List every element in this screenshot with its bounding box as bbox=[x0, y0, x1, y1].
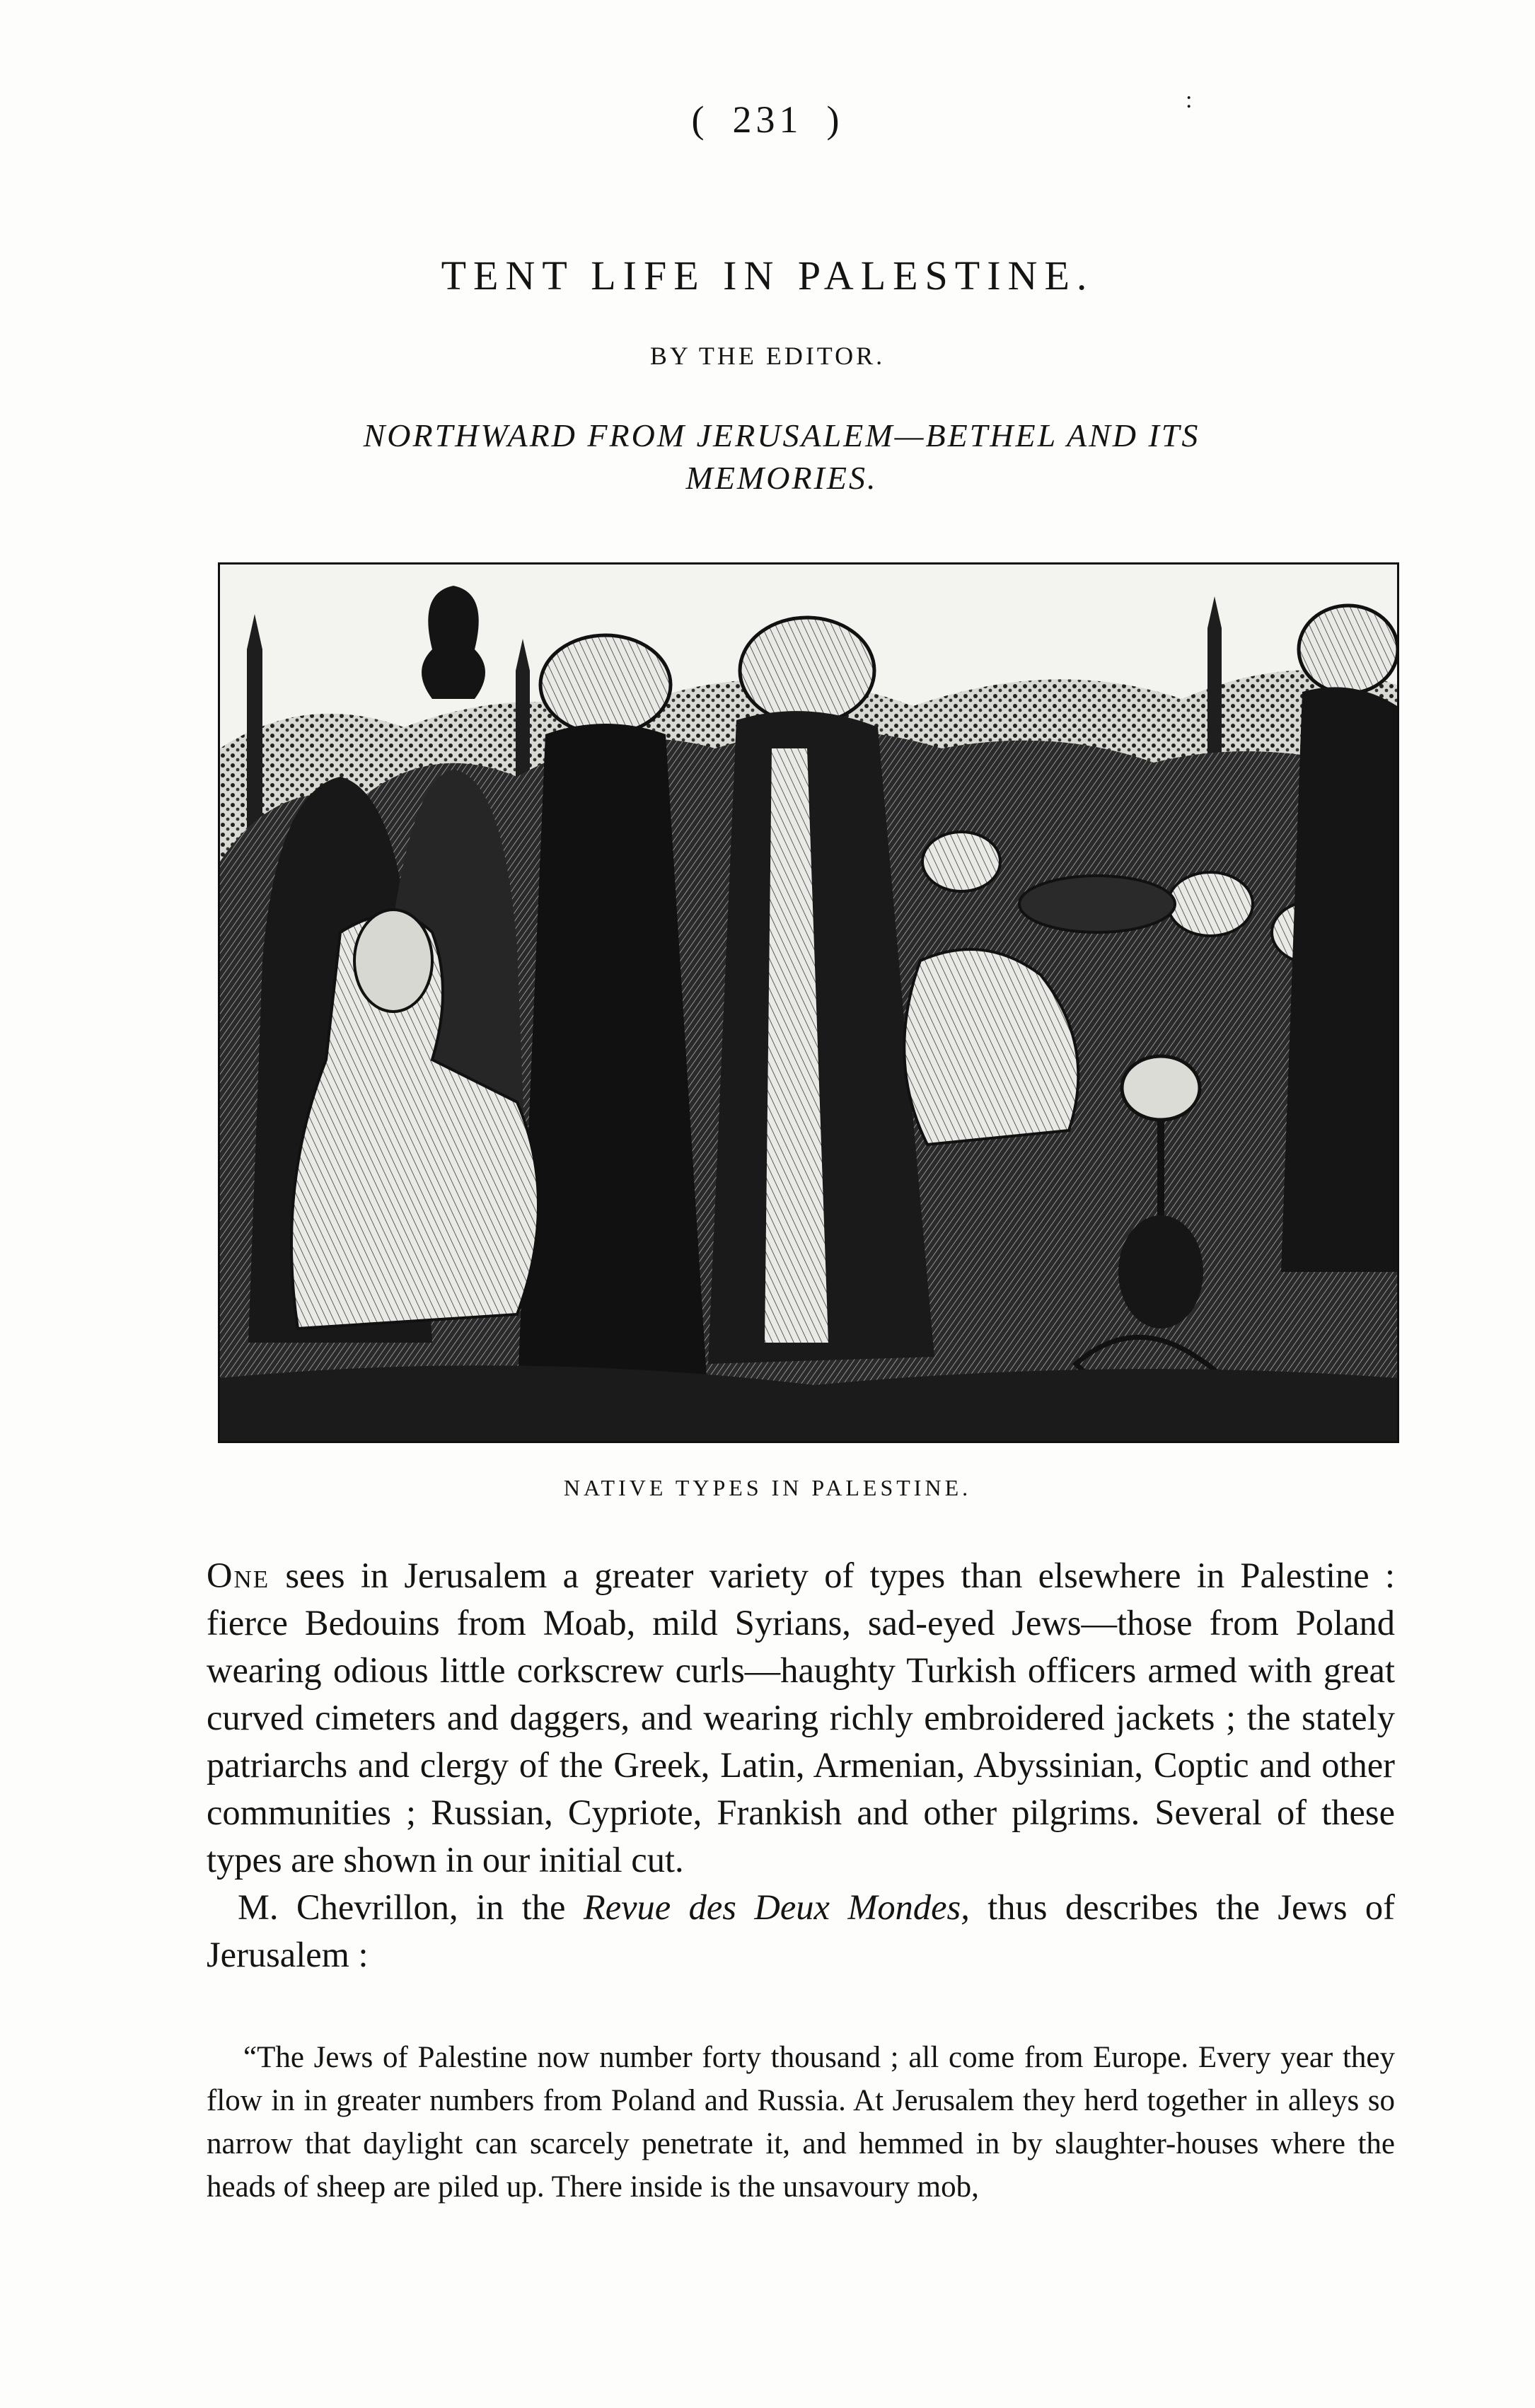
body-paragraph bbox=[207, 1552, 1395, 1884]
article-subtitle: NORTHWARD FROM JERUSALEM—BETHEL AND ITS MEMORIES. bbox=[363, 417, 1200, 496]
page-number-open-paren: ( bbox=[691, 98, 709, 141]
block-quote bbox=[207, 2036, 1395, 2209]
engraving-drawing bbox=[220, 565, 1397, 1441]
illustration-caption: NATIVE TYPES IN PALESTINE. bbox=[563, 1475, 972, 1500]
page-number-value: 231 bbox=[732, 98, 803, 141]
page-number bbox=[0, 98, 1535, 141]
paragraph-1-text: sees in Jerusalem a greater variety of types than elsewhere in Palestine : fierce Bedouins from Moab, mild Syrians, sad-eyed Jews—those from Poland wearing odious little corkscrew curls—haughty Turkish officers armed with great curved cimeters and daggers, and wearing richly embroidered jackets ; the stately patriarchs and clergy of the Greek, Latin, Armenian, Abyssinian, Coptic and other communities ; Russian, Cypriote, Frankish and other pilgrims. Several of these types are shown in our initial cut. bbox=[207, 1556, 1395, 1880]
lead-word: One bbox=[207, 1556, 270, 1595]
paragraph-2-end: thus describes the Jews of Jerusalem : bbox=[207, 1887, 1396, 1974]
journal-title: Revue des Deux Mondes, bbox=[583, 1887, 970, 1927]
article-title: TENT LIFE IN PALESTINE. bbox=[441, 253, 1094, 299]
body-paragraph bbox=[207, 1884, 1395, 1979]
margin-mark: : bbox=[1186, 87, 1193, 113]
paragraph-2-start: M. Chevrillon, in the bbox=[238, 1887, 584, 1927]
quote-text: “The Jews of Palestine now number forty thousand ; all come from Europe. Every year they flow in in greater numbers from Poland and Russia. At Jerusalem they herd together in alleys so narrow that daylight can scarcely penetrate it, and hemmed in by slaughter-houses where the heads of sheep are piled up. There inside is the unsavoury mob, bbox=[207, 2041, 1395, 2204]
article-byline: BY THE EDITOR. bbox=[649, 342, 886, 370]
page-number-close-paren: ) bbox=[826, 98, 844, 141]
article-body bbox=[207, 1552, 1395, 1979]
engraving-illustration bbox=[218, 562, 1399, 1443]
